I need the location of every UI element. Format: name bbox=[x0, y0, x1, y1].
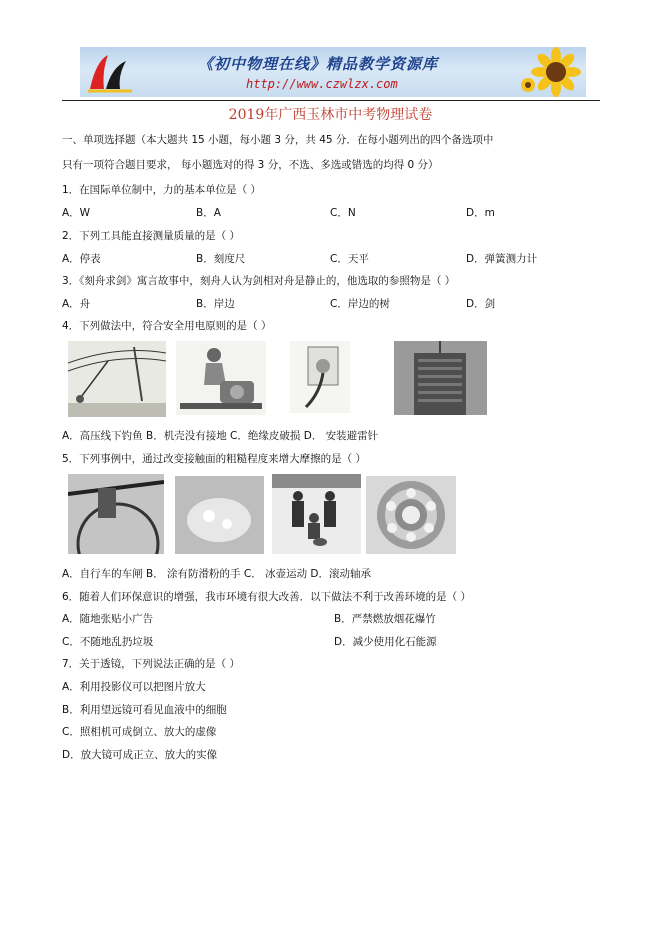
section-instructions-line1: 一、单项选择题（本大题共 15 小题，每小题 3 分，共 45 分．在每小题列出的四个备选项中 bbox=[62, 134, 494, 146]
question-3-option-c: C．岸边的树 bbox=[330, 298, 390, 310]
sunflower-icon bbox=[518, 47, 582, 97]
curling-image bbox=[272, 474, 361, 554]
question-2-option-d: D．弹簧测力计 bbox=[466, 253, 538, 265]
question-3-option-d: D．剑 bbox=[466, 298, 496, 310]
chalk-hands-image bbox=[175, 476, 264, 554]
power-line-fishing-image bbox=[68, 341, 166, 417]
bicycle-brake-image bbox=[68, 474, 164, 554]
question-7-option-c: C．照相机可成倒立、放大的虚像 bbox=[62, 726, 217, 738]
question-5-answer-line: A．自行车的车闸 B． 涂有防滑粉的手 C． 冰壶运动 D．滚动轴承 bbox=[62, 568, 371, 580]
question-6-option-c: C．不随地乱扔垃圾 bbox=[62, 636, 154, 648]
question-1-option-b: B．A bbox=[196, 207, 221, 219]
question-5-stem: 5．下列事例中，通过改变接触面的粗糙程度来增大摩擦的是（ ） bbox=[62, 453, 367, 465]
banner-url: http://www.czwlzx.com bbox=[246, 77, 398, 91]
question-2-option-b: B．刻度尺 bbox=[196, 253, 246, 265]
question-4-answer-line: A．高压线下钓鱼 B．机壳没有接地 C．绝缘皮破损 D． 安装避雷针 bbox=[62, 430, 379, 442]
section-instructions-line2: 只有一项符合题目要求， 每小题选对的得 3 分，不选、多选或错选的均得 0 分） bbox=[62, 159, 439, 171]
header-divider bbox=[62, 100, 600, 101]
ungrounded-machine-image bbox=[176, 341, 266, 415]
question-2-option-a: A．停表 bbox=[62, 253, 101, 265]
damaged-insulation-image bbox=[290, 341, 350, 413]
question-1-option-d: D．m bbox=[466, 207, 495, 219]
exam-title: 2019年广西玉林市中考物理试卷 bbox=[228, 107, 433, 123]
question-7-option-b: B．利用望远镜可看见血液中的细胞 bbox=[62, 704, 227, 716]
question-3-option-a: A．舟 bbox=[62, 298, 91, 310]
question-1-option-a: A．W bbox=[62, 207, 91, 219]
question-7-option-d: D．放大镜可成正立、放大的实像 bbox=[62, 749, 218, 761]
site-logo-icon bbox=[86, 51, 134, 93]
question-3-option-b: B．岸边 bbox=[196, 298, 235, 310]
question-6-option-a: A．随地张贴小广告 bbox=[62, 613, 154, 625]
question-7-option-a: A．利用投影仪可以把图片放大 bbox=[62, 681, 206, 693]
question-6-option-d: D．减少使用化石能源 bbox=[334, 636, 437, 648]
rolling-bearing-image bbox=[366, 476, 456, 554]
question-2-option-c: C．天平 bbox=[330, 253, 369, 265]
question-3-stem: 3．《刻舟求剑》寓言故事中，刻舟人认为剑相对舟是静止的，他选取的参照物是（ ） bbox=[62, 275, 456, 287]
banner-title: 《初中物理在线》精品教学资源库 bbox=[198, 55, 439, 73]
question-6-stem: 6．随着人们环保意识的增强，我市环境有很大改善．以下做法不利于改善环境的是（ ） bbox=[62, 591, 472, 603]
question-6-option-b: B．严禁燃放烟花爆竹 bbox=[334, 613, 436, 625]
lightning-rod-building-image bbox=[394, 341, 487, 415]
question-2-stem: 2．下列工具能直接测量质量的是（ ） bbox=[62, 230, 241, 242]
question-1-option-c: C．N bbox=[330, 207, 356, 219]
question-1-stem: 1．在国际单位制中，力的基本单位是（ ） bbox=[62, 184, 262, 196]
question-4-stem: 4．下列做法中，符合安全用电原则的是（ ） bbox=[62, 320, 272, 332]
question-7-stem: 7．关于透镜，下列说法正确的是（ ） bbox=[62, 658, 241, 670]
header-banner bbox=[80, 47, 586, 97]
